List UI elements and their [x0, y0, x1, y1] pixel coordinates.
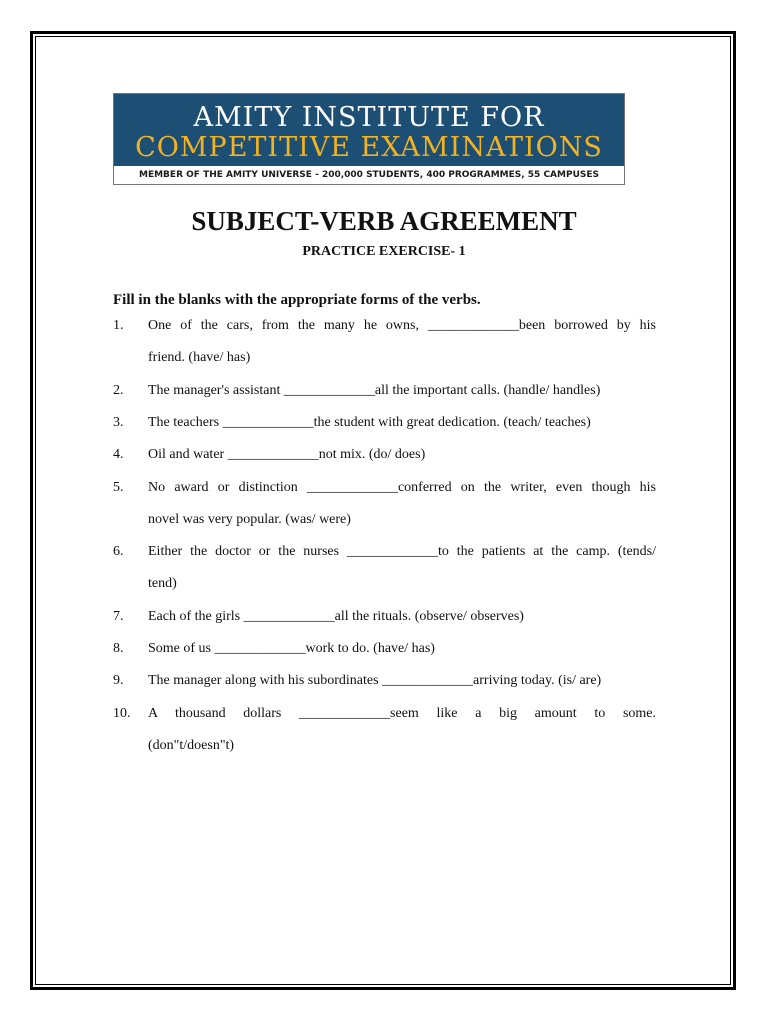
question-text: Either the doctor or the nurses _____________to the patients at the camp. (tends/ [148, 544, 656, 559]
question-item [113, 704, 656, 756]
question-text-continued: novel was very popular. (was/ were) [148, 512, 351, 527]
question-number: 4. [113, 447, 124, 462]
question-number: 9. [113, 673, 124, 688]
question-text: A thousand dollars _____________seem like a big amount to some. [148, 706, 656, 721]
question-number: 2. [113, 383, 124, 398]
page-title: SUBJECT-VERB AGREEMENT [191, 206, 577, 236]
question-text: The manager along with his subordinates _____________arriving today. (is/ are) [148, 673, 602, 688]
question-number: 6. [113, 544, 124, 559]
question-text: The teachers _____________the student with great dedication. (teach/ teaches) [148, 415, 591, 430]
question-item [113, 478, 656, 530]
question-text-continued: friend. (have/ has) [148, 350, 251, 365]
banner-line2: COMPETITIVE EXAMINATIONS [135, 132, 603, 163]
question-item [113, 671, 656, 691]
instruction-text: Fill in the blanks with the appropriate forms of the verbs. [113, 292, 481, 308]
question-item [113, 316, 656, 368]
question-item [113, 381, 656, 401]
question-text: Each of the girls _____________all the rituals. (observe/ observes) [148, 609, 524, 624]
question-text: Some of us _____________work to do. (have/ has) [148, 641, 435, 656]
question-number: 8. [113, 641, 124, 656]
question-text: One of the cars, from the many he owns, _____________been borrowed by his [148, 318, 656, 333]
question-number: 3. [113, 415, 124, 430]
question-text: No award or distinction _____________conferred on the writer, even though his [148, 480, 656, 495]
question-number: 10. [113, 706, 131, 721]
question-number: 5. [113, 480, 124, 495]
question-number: 7. [113, 609, 124, 624]
question-item [113, 639, 656, 659]
page-subtitle: PRACTICE EXERCISE- 1 [302, 244, 466, 259]
question-text: Oil and water _____________not mix. (do/ does) [148, 447, 426, 462]
question-item [113, 413, 656, 433]
question-number: 1. [113, 318, 124, 333]
banner-line1: AMITY INSTITUTE FOR [193, 102, 545, 133]
question-item [113, 445, 656, 465]
question-item [113, 542, 656, 594]
institute-banner-logo [113, 93, 625, 185]
banner-tagline: MEMBER OF THE AMITY UNIVERSE - 200,000 STUDENTS, 400 PROGRAMMES, 55 CAMPUSES [114, 166, 624, 184]
question-text-continued: (don"t/doesn"t) [148, 738, 235, 753]
question-text: The manager's assistant _____________all the important calls. (handle/ handles) [148, 383, 601, 398]
question-text-continued: tend) [148, 576, 177, 591]
question-item [113, 607, 656, 627]
